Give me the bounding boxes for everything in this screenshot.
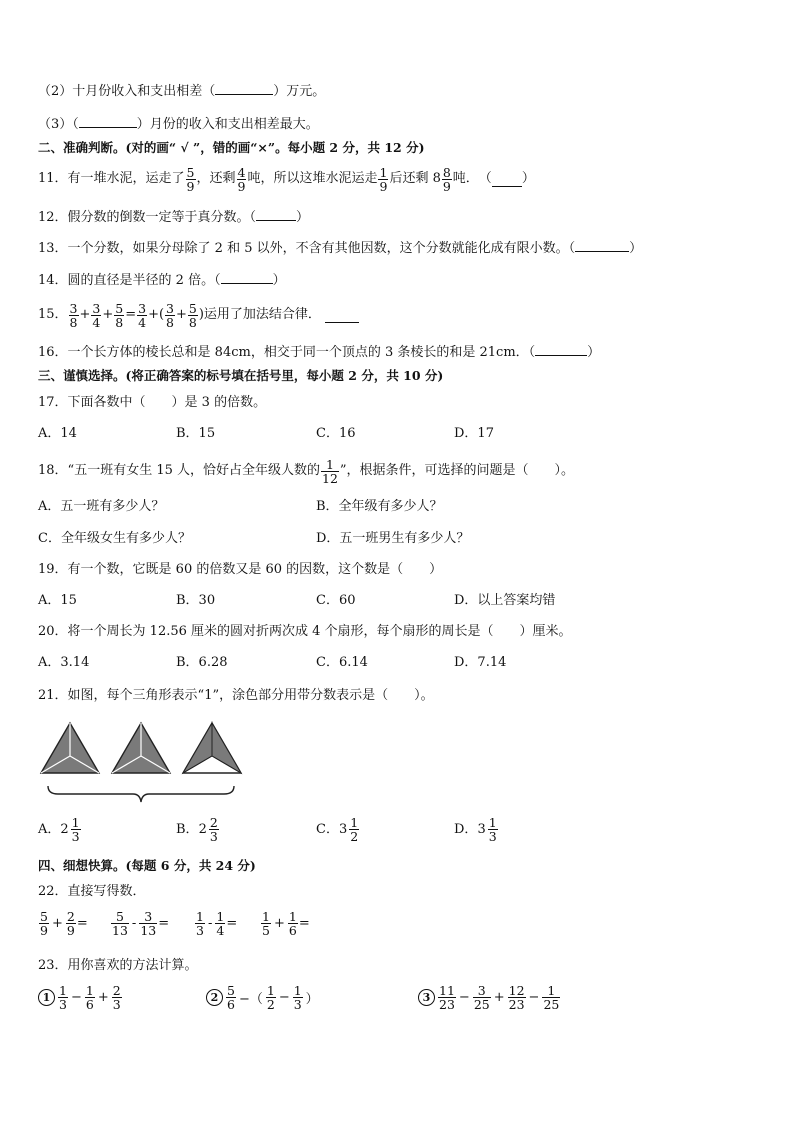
question-19: 19．有一个数，它既是 60 的倍数又是 60 的因数，这个数是（ ） [38, 562, 443, 577]
answer-blank[interactable] [325, 308, 359, 323]
option-b[interactable] [176, 816, 220, 843]
question-20: 20．将一个周长为 12.56 厘米的圆对折两次成 4 个扇形，每个扇形的周长是（ ）厘米。 [38, 624, 572, 639]
denominator: 13 [112, 923, 128, 938]
numerator: 2 [66, 909, 75, 924]
operator: −（ [238, 992, 263, 1007]
numerator: 1 [71, 815, 80, 830]
option-label: B． [176, 821, 199, 837]
q11-text-e: 吨． （ [452, 171, 492, 186]
numerator: 1 [488, 815, 497, 830]
denominator: 2 [350, 829, 359, 844]
option-d[interactable]: D．五一班男生有多少人？ [316, 531, 470, 546]
option-c[interactable]: C．16 [316, 426, 356, 441]
fraction [378, 166, 388, 193]
expression-22-2[interactable] [110, 910, 169, 937]
option-d[interactable] [454, 816, 499, 843]
whole-part: 3 [338, 821, 348, 837]
denominator: 9 [379, 178, 388, 194]
expression-23-3[interactable] [418, 984, 561, 1011]
question-3 [38, 113, 319, 135]
operator: + [51, 916, 63, 931]
q12-close: ） [296, 210, 310, 225]
fraction [69, 302, 79, 329]
question-11 [38, 160, 535, 198]
operator: − [70, 990, 82, 1005]
option-b[interactable]: B．全年级有多少人？ [316, 499, 443, 514]
answer-blank[interactable] [535, 341, 587, 356]
denominator: 12 [322, 470, 338, 486]
question-2 [38, 80, 325, 102]
whole-part: 2 [198, 821, 207, 837]
numerator: 1 [288, 909, 297, 924]
fraction [188, 302, 198, 329]
operator: − [458, 990, 470, 1005]
curly-brace [48, 786, 234, 802]
numerator: 1 [262, 909, 270, 924]
denominator: 4 [138, 314, 147, 330]
numerator: 12 [508, 983, 525, 998]
section-3-title: 三、谨慎选择。(将正确答案的标号填在括号里，每小题 2 分，共 10 分) [38, 368, 444, 383]
denominator: 8 [166, 314, 174, 330]
q11-text-c: 吨，所以这堆水泥运走 [247, 171, 378, 186]
question-17: 17．下面各数中（ ）是 3 的倍数。 [38, 395, 267, 410]
question-23: 23．用你喜欢的方法计算。 [38, 958, 198, 973]
option-d[interactable]: D．以上答案均错 [454, 593, 556, 608]
numerator: 3 [92, 300, 101, 316]
denominator: 4 [92, 314, 101, 330]
q3-prefix: （3）（ [38, 117, 79, 132]
denominator: 4 [216, 923, 225, 938]
denominator: 25 [543, 997, 560, 1012]
numerator: 1 [59, 983, 67, 998]
answer-blank[interactable] [575, 237, 629, 252]
option-a[interactable]: A．14 [38, 426, 77, 441]
operator: − [278, 990, 290, 1005]
denominator: 9 [40, 923, 48, 938]
numerator: 5 [186, 164, 195, 180]
q18-text-b: ”，根据条件，可选择的问题是（ ）。 [339, 463, 575, 478]
option-c[interactable]: C．6.14 [316, 655, 368, 670]
denominator: 23 [508, 997, 525, 1012]
triangle-2 [112, 723, 170, 773]
operator: ） [305, 992, 319, 1007]
expression-22-3[interactable] [194, 910, 237, 937]
denominator: 3 [59, 997, 67, 1012]
section-2-title: 二、准确判断。(对的画“ √ ”，错的画“×”。每小题 2 分，共 12 分) [38, 140, 425, 155]
fraction [91, 302, 101, 329]
denominator: 6 [227, 997, 235, 1012]
q15-number: 15． [38, 307, 68, 322]
option-c[interactable]: C．全年级女生有多少人？ [38, 531, 191, 546]
denominator: 9 [66, 923, 75, 938]
numerator: 1 [350, 815, 359, 830]
option-a[interactable] [38, 816, 82, 843]
fraction [137, 302, 147, 329]
expression-22-1[interactable] [38, 910, 88, 937]
whole-part: 3 [477, 821, 486, 837]
operator: + [273, 916, 285, 931]
expression-22-4[interactable] [260, 910, 310, 937]
q11-text-b: ，还剩 [196, 171, 236, 186]
q15-text: )运用了加法结合律． [198, 307, 321, 322]
numerator: 1 [196, 909, 204, 924]
answer-blank[interactable] [215, 80, 273, 95]
operator: − [528, 990, 540, 1005]
q2-suffix: ）万元。 [273, 84, 326, 99]
denominator: 3 [488, 829, 497, 844]
fraction [165, 302, 175, 329]
denominator: 2 [266, 997, 275, 1012]
plus-sign: + [176, 307, 187, 322]
question-14 [38, 269, 286, 291]
denominator: 8 [115, 314, 124, 330]
denominator: 3 [71, 829, 80, 844]
question-21: 21．如图，每个三角形表示“1”，涂色部分用带分数表示是（ ）。 [38, 688, 434, 703]
fraction [321, 458, 339, 485]
q3-suffix: ）月份的收入和支出相差最大。 [136, 117, 319, 132]
option-b[interactable]: B．15 [176, 426, 216, 441]
whole-part: 2 [60, 821, 69, 837]
denominator: 6 [85, 997, 94, 1012]
open-paren: +( [148, 307, 165, 322]
mixed-number [60, 816, 81, 843]
numerator: 2 [112, 983, 121, 998]
q16-close: ） [587, 345, 601, 360]
denominator: 6 [288, 923, 297, 938]
q11-text-a: 11．有一堆水泥，运走了 [38, 171, 185, 186]
numerator: 5 [115, 300, 124, 316]
option-c[interactable]: C．60 [316, 593, 356, 608]
question-22: 22．直接写得数． [38, 884, 146, 899]
equals-sign: = [76, 916, 88, 931]
numerator: 8 [442, 164, 451, 180]
denominator: 5 [262, 923, 270, 938]
question-12 [38, 206, 309, 228]
q12-text: 12．假分数的倒数一定等于真分数。（ [38, 210, 257, 225]
q11-text-d: 后还剩 8 [389, 171, 441, 186]
numerator: 1 [85, 983, 94, 998]
denominator: 25 [473, 997, 490, 1012]
denominator: 8 [188, 314, 197, 330]
option-label: A． [38, 821, 61, 837]
operator: + [493, 990, 505, 1005]
question-16 [38, 341, 600, 363]
mixed-number [339, 816, 360, 843]
option-label: C． [316, 821, 339, 837]
option-b[interactable]: B．6.28 [176, 655, 228, 670]
question-18 [38, 452, 574, 490]
numerator: 4 [237, 164, 246, 180]
numerator: 1 [216, 909, 225, 924]
answer-blank[interactable] [221, 269, 273, 284]
denominator: 13 [140, 923, 157, 938]
plus-sign: + [79, 307, 91, 322]
denominator: 23 [439, 997, 455, 1012]
fraction [442, 166, 452, 193]
denominator: 9 [237, 178, 246, 194]
equals-sign: = [226, 916, 238, 931]
question-13 [38, 237, 642, 259]
fraction [114, 302, 124, 329]
fraction [237, 166, 247, 193]
q16-text: 16．一个长方体的棱长总和是 84cm，相交于同一个顶点的 3 条棱长的和是 21cm．（ [38, 345, 536, 360]
q18-text-a: 18．“五一班有女生 15 人，恰好占全年级人数的 [38, 463, 320, 478]
numerator: 5 [115, 909, 124, 924]
denominator: 3 [112, 997, 121, 1012]
denominator: 9 [186, 178, 195, 194]
circled-number-icon: 1 [38, 989, 55, 1006]
plus-sign: + [102, 307, 114, 322]
denominator: 9 [442, 178, 451, 194]
circled-number-icon: 2 [206, 989, 223, 1006]
numerator: 11 [439, 983, 455, 998]
option-b[interactable]: B．30 [176, 593, 216, 608]
fraction [186, 166, 196, 193]
numerator: 1 [325, 456, 334, 472]
option-c[interactable] [316, 816, 360, 843]
mixed-number [199, 816, 220, 843]
circled-number-icon: 3 [418, 989, 435, 1006]
numerator: 1 [266, 983, 275, 998]
option-a[interactable]: A．五一班有多少人？ [38, 499, 165, 514]
triangle-3 [183, 723, 241, 773]
triangles-figure [38, 718, 248, 808]
denominator: 8 [69, 314, 78, 330]
numerator: 5 [188, 300, 197, 316]
denominator: 3 [293, 997, 302, 1012]
q2-prefix: （2）十月份收入和支出相差（ [38, 84, 216, 99]
operator: - [207, 916, 213, 931]
operator: - [131, 916, 137, 931]
numerator: 2 [209, 815, 218, 830]
option-label: D． [454, 821, 478, 837]
answer-blank[interactable] [492, 172, 522, 187]
section-4-title: 四、细想快算。(每题 6 分，共 24 分) [38, 858, 256, 873]
question-15 [38, 296, 359, 334]
numerator: 3 [138, 300, 147, 316]
numerator: 1 [293, 983, 302, 998]
numerator: 3 [477, 983, 486, 998]
numerator: 3 [69, 300, 78, 316]
denominator: 3 [209, 829, 218, 844]
denominator: 3 [196, 923, 204, 938]
equals-sign: = [125, 307, 137, 322]
numerator: 5 [40, 909, 48, 924]
option-d[interactable]: D．7.14 [454, 655, 507, 670]
q13-text: 13．一个分数，如果分母除了 2 和 5 以外，不含有其他因数，这个分数就能化成有限小数。（ [38, 241, 576, 256]
expression-23-1[interactable] [38, 984, 123, 1011]
equals-sign: = [298, 916, 310, 931]
q14-close: ） [272, 273, 286, 288]
numerator: 3 [166, 300, 174, 316]
numerator: 1 [547, 983, 556, 998]
equals-sign: = [158, 916, 170, 931]
option-a[interactable]: A．3.14 [38, 655, 90, 670]
q11-text-f: ） [521, 171, 535, 186]
answer-blank[interactable] [79, 113, 137, 128]
q14-text: 14．圆的直径是半径的 2 倍。（ [38, 273, 221, 288]
numerator: 3 [144, 909, 153, 924]
option-d[interactable]: D．17 [454, 426, 494, 441]
numerator: 1 [379, 164, 388, 180]
option-a[interactable]: A．15 [38, 593, 77, 608]
numerator: 5 [227, 983, 235, 998]
expression-23-2[interactable] [206, 984, 321, 1011]
triangle-1 [41, 723, 99, 773]
mixed-number [477, 816, 498, 843]
q13-close: ） [629, 241, 643, 256]
operator: + [97, 990, 109, 1005]
answer-blank[interactable] [256, 206, 296, 221]
